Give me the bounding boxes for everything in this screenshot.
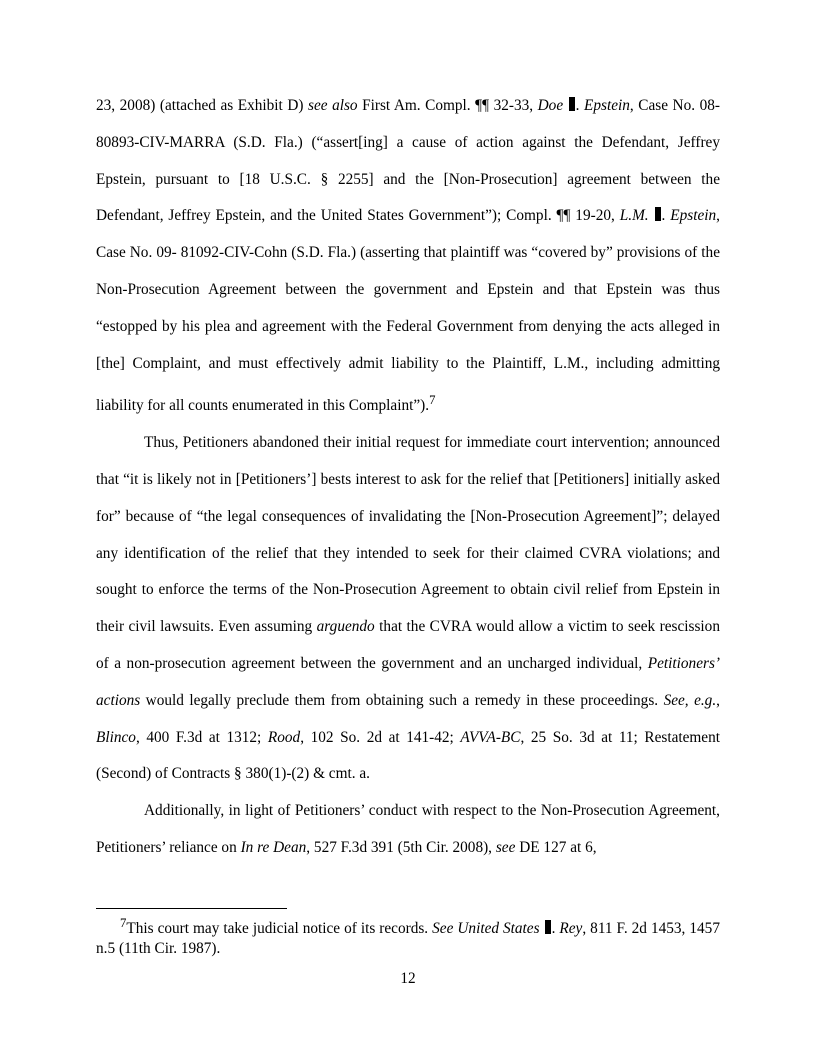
- italic-text: In re Dean: [240, 839, 307, 857]
- italic-text: See United States: [432, 920, 540, 938]
- italic-text: see: [495, 839, 516, 857]
- italic-text: AVVA-BC: [460, 728, 521, 746]
- italic-text: Epstein: [670, 207, 717, 225]
- footnote-number: 7: [120, 916, 127, 930]
- italic-text: Rood: [267, 728, 301, 746]
- redaction-box: [545, 920, 551, 934]
- paragraph-continuation: 23, 2008) (attached as Exhibit D) see also First Am. Compl. ¶¶ 32-33, Doe . Epstein, Case No. 08-80893-CIV-MARRA (S.D. Fla.) (“assert[ing] a cause of action against the Defendant, Jeffrey Epstein, pursuant to [18 U.S.C. § 2255] and the [Non-Prosecution] agreement between the Defendant, Jeffrey Epstein, and the United States Government”); Compl. ¶¶ 19-20, L.M. . Epstein, Case No. 09- 81092-CIV-Cohn (S.D. Fla.) (asserting that plaintiff was “covered by” provisions of the Non-Prosecution Agreement between the government and Epstein and that Epstein was thus “estopped by his plea and agreement with the Federal Government from denying the acts alleged in [the] Complaint, and must effectively admit liability to the Plaintiff, L.M., including admitting liability for all counts enumerated in this Complaint”).$^7$: [96, 97, 720, 415]
- document-body: [96, 88, 720, 867]
- footnote-reference: 7: [429, 393, 436, 408]
- footnote-text: [96, 913, 720, 959]
- paragraph-additionally: Additionally, in light of Petitioners’ conduct with respect to the Non-Prosecution Agreement, Petitioners’ reliance on In re Dean, 527 F.3d 391 (5th Cir. 2008), see DE 127 at 6,: [96, 802, 720, 857]
- paragraph-thus: Thus, Petitioners abandoned their initial request for immediate court intervention; announced that “it is likely not in [Petitioners’] bests interest to ask for the relief that [Petitioners] initially asked for” because of “the legal consequences of invalidating the [Non-Prosecution Agreement]”; delayed any identification of the relief that they intended to seek for their claimed CVRA violations; and sought to enforce the terms of the Non-Prosecution Agreement to obtain civil relief from Epstein in their civil lawsuits. Even assuming arguendo that the CVRA would allow a victim to seek rescission of a non-prosecution agreement between the government and an uncharged individual, Petitioners’ actions would legally preclude them from obtaining such a remedy in these proceedings. See, e.g., Blinco, 400 F.3d at 1312; Rood, 102 So. 2d at 141-42; AVVA-BC, 25 So. 3d at 11; Restatement (Second) of Contracts § 380(1)-(2) & cmt. a.: [96, 434, 720, 783]
- redaction-box: [655, 207, 661, 221]
- italic-text: Rey: [559, 920, 583, 938]
- italic-text: Petitioners’ actions: [96, 655, 720, 709]
- footnote: [96, 913, 720, 959]
- redaction-box: [569, 97, 575, 111]
- italic-text: See, e.g.: [663, 691, 717, 709]
- italic-text: see also: [308, 97, 358, 114]
- footnote-divider: [96, 908, 287, 909]
- footnote-body: This court may take judicial notice of its records. See United States . Rey, 811 F. 2d 1453, 1457 n.5 (11th Cir. 1987).: [96, 920, 720, 958]
- italic-text: Epstein: [584, 97, 630, 114]
- italic-text: Blinco: [96, 728, 136, 746]
- italic-text: arguendo: [316, 618, 375, 636]
- italic-text: Doe: [537, 97, 564, 114]
- italic-text: L.M.: [619, 207, 649, 225]
- page-number: 12: [400, 970, 416, 987]
